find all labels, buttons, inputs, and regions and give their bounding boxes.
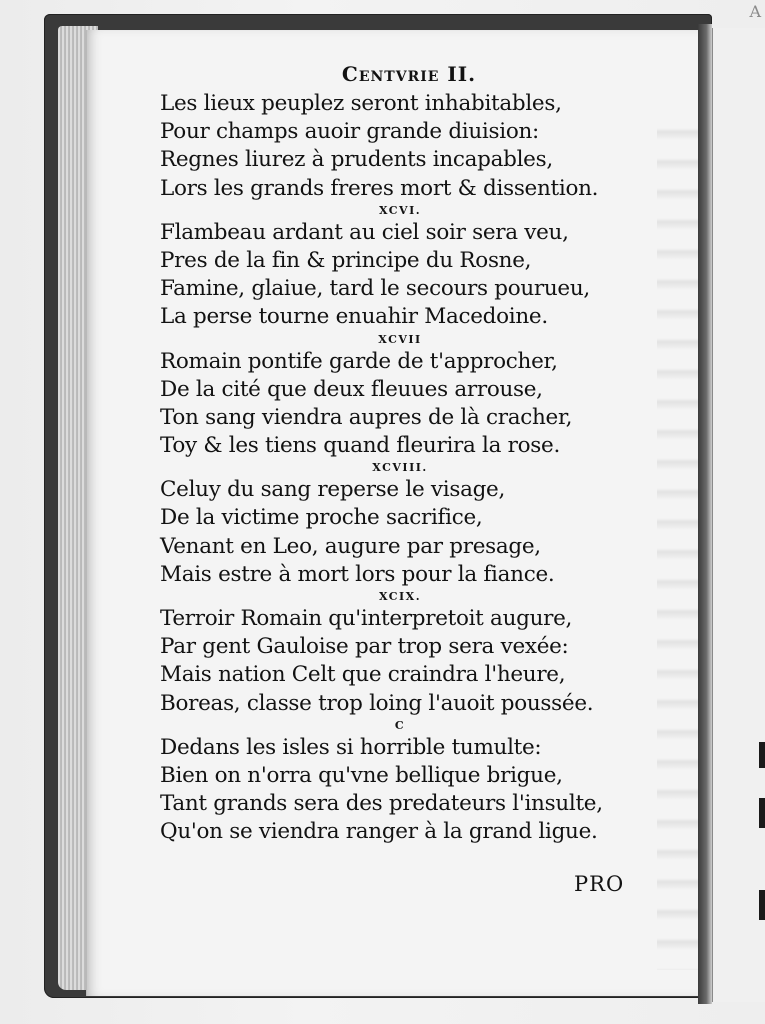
show-through xyxy=(657,110,699,970)
verse-line: Venant en Leo, augure par presage, xyxy=(160,533,541,559)
verse-line: Regnes liurez à prudents incapables, xyxy=(160,147,553,173)
verse-line: De la cité que deux fleuues arrouse, xyxy=(160,376,543,402)
verse-line: Dedans les isles si horrible tumulte: xyxy=(160,734,542,760)
quatrain xyxy=(160,203,640,332)
verse-line: Pres de la fin & principe du Rosne, xyxy=(160,247,532,273)
quatrain xyxy=(160,460,640,589)
verse-line: Mais estre à mort lors pour la fiance. xyxy=(160,561,555,587)
next-leaf-mark xyxy=(759,890,765,920)
verse-line: Terroir Romain qu'interpretoit augure, xyxy=(160,606,573,631)
catchword: PRO xyxy=(574,872,625,896)
verse-line: Famine, glaiue, tard le secours pourueu, xyxy=(160,276,590,302)
corner-mark: A xyxy=(749,2,761,21)
quatrain xyxy=(160,332,640,461)
verse-line: De la victime proche sacrifice, xyxy=(160,505,483,531)
verse-line: Flambeau ardant au ciel soir sera veu, xyxy=(160,219,569,245)
verse-line: Lors les grands freres mort & dissention. xyxy=(160,175,599,201)
quatrain xyxy=(160,718,640,847)
verse-line: Romain pontife garde de t'approcher, xyxy=(160,348,558,374)
verse-line: Qu'on se viendra ranger à la grand ligue. xyxy=(160,819,598,845)
quatrain-number: C xyxy=(394,718,406,732)
quatrain-number: XCVI. xyxy=(378,203,422,217)
verse-line: La perse tourne enuahir Macedoine. xyxy=(160,304,548,330)
running-head: Centvrie II. xyxy=(341,62,477,86)
next-leaf xyxy=(712,28,765,1002)
next-leaf-mark xyxy=(759,798,765,828)
quatrain-number: XCIX. xyxy=(378,590,422,603)
verse-line: Bien on n'orra qu'vne bellique brigue, xyxy=(160,762,563,788)
verse-line: Par gent Gauloise par trop sera vexée: xyxy=(160,634,569,660)
verse-text xyxy=(160,62,640,847)
quatrain-number: XCVII xyxy=(378,332,422,346)
verse-line: Les lieux peuplez seront inhabitables, xyxy=(160,91,562,116)
verse-line: Toy & les tiens quand fleurira la rose. xyxy=(160,433,560,459)
verse-line: Ton sang viendra aupres de là cracher, xyxy=(160,404,573,430)
verse-line: Tant grands sera des predateurs l'insulte, xyxy=(160,791,603,817)
next-leaf-mark xyxy=(759,742,765,768)
verse-line: Pour champs auoir grande diuision: xyxy=(160,119,539,145)
quatrain xyxy=(160,90,640,203)
book-gutter xyxy=(698,24,712,1004)
verse-line: Celuy du sang reperse le visage, xyxy=(160,477,506,503)
verse-line: Mais nation Celt que craindra l'heure, xyxy=(160,662,566,688)
verse-line: Boreas, classe trop loing l'auoit poussée. xyxy=(160,690,594,716)
quatrain xyxy=(160,589,640,718)
quatrain-number: XCVIII. xyxy=(372,461,428,475)
